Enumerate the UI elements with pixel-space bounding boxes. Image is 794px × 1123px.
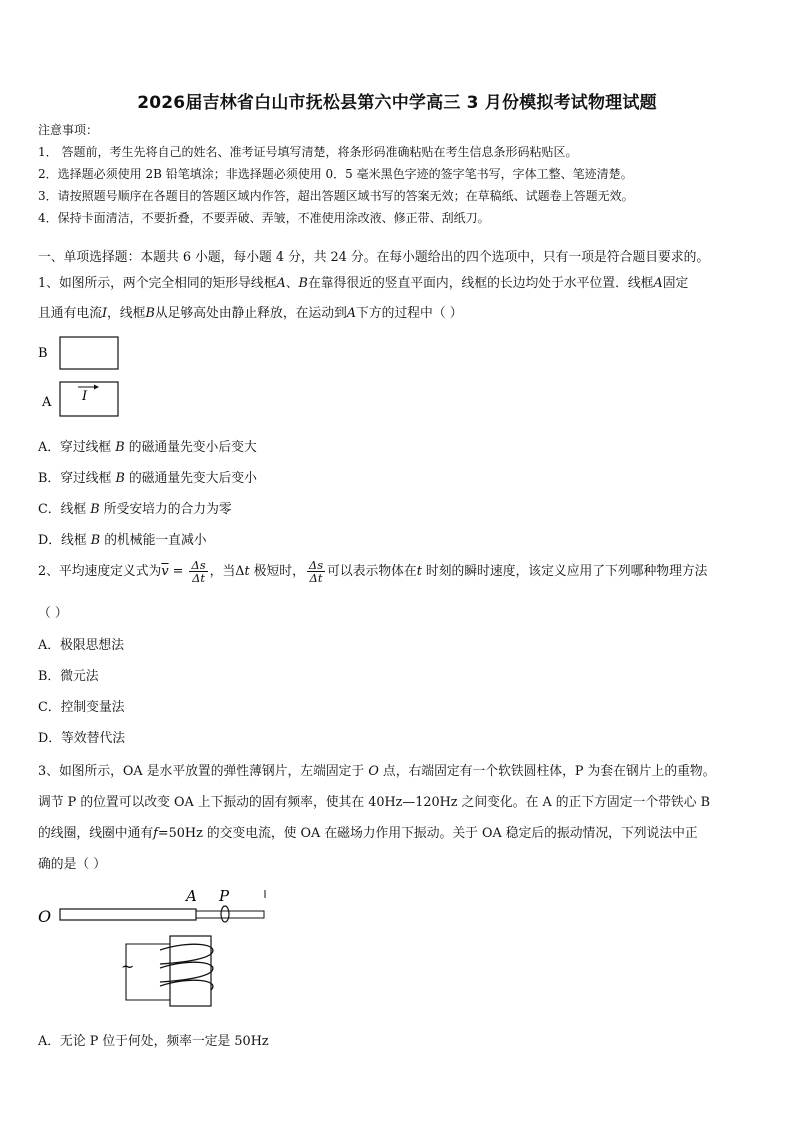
q1-option-b[interactable]: B．穿过线框 B 的磁通量先变大后变小 <box>38 471 257 486</box>
fraction-ds-dt-2: $\frac{\Delta s}{\Delta t}$ <box>308 558 324 585</box>
q3-stem-line3: 的线圈，线圈中通有f=50Hz 的交变电流，使 OA 在磁场力作用下振动。关于 OA 稳定后的振动情况，下列说法中正 <box>38 826 698 841</box>
q3-stem-line1: 3、如图所示，OA 是水平放置的弹性薄钢片，左端固定于 O 点，右端固定有一个软铁圆柱体，P 为套在钢片上的重物。 <box>38 764 716 779</box>
section-heading: 一、单项选择题：本题共 6 小题，每小题 4 分，共 24 分。在每小题给出的四个选项中，只有一项是符合题目要求的。 <box>38 250 710 265</box>
q2-option-b[interactable]: B．微元法 <box>38 669 99 684</box>
q3-option-a[interactable]: A．无论 P 位于何处，频率一定是 50Hz <box>38 1034 269 1049</box>
steel-strip <box>60 909 196 920</box>
q3-stem-line4: 确的是（ ） <box>38 857 107 872</box>
q1-option-c[interactable]: C．线框 B 所受安培力的合力为零 <box>38 502 232 517</box>
iron-cylinder <box>196 911 264 918</box>
notice-item-4: 4．保持卡面清洁，不要折叠，不要弄破、弄皱，不准使用涂改液、修正带、刮纸刀。 <box>38 211 490 225</box>
q2-stem-paren: （ ） <box>38 606 68 621</box>
q3-figure <box>36 884 276 1010</box>
q2-stem-line1: 2、平均速度定义式为$\overline{v}$ = $\frac{\Delta s}{\Delta t}$ ，当Δt 极短时， $\frac{\Delta s}{\Delta t}$ 可以表示物体在t 时刻的瞬时速度，该定义应用了下列哪种物理方法 <box>38 558 708 585</box>
notice-heading: 注意事项： <box>38 123 99 137</box>
q1-figure <box>36 332 126 424</box>
page-title: 2026届吉林省白山市抚松县第六中学高三 3 月份模拟考试物理试题 <box>137 93 657 113</box>
current-arrow-icon <box>94 385 99 390</box>
current-label: I <box>82 389 88 404</box>
frame-b <box>60 337 118 369</box>
notice-item-3: 3．请按照题号顺序在各题目的答题区域内作答，超出答题区域书写的答案无效；在草稿纸、试题卷上答题无效。 <box>38 189 634 203</box>
q2-option-d[interactable]: D．等效替代法 <box>38 731 126 746</box>
weight-p <box>221 906 229 922</box>
frame-a-label: A <box>42 395 52 410</box>
point-p-label: P <box>219 887 230 905</box>
fraction-ds-dt: $\frac{\Delta s}{\Delta t}$ <box>191 558 206 585</box>
iron-core-b <box>170 936 211 1006</box>
q1-stem-line2: 且通有电流I，线框B从足够高处由静止释放，在运动到A下方的过程中（ ） <box>38 306 463 321</box>
q3-stem-line2: 调节 P 的位置可以改变 OA 上下振动的固有频率，使其在 40Hz—120Hz 之间变化。在 A 的正下方固定一个带铁心 B <box>38 795 710 810</box>
q2-option-c[interactable]: C．控制变量法 <box>38 700 125 715</box>
point-a-label: A <box>186 887 197 905</box>
ac-source-icon: ~ <box>121 957 135 976</box>
notice-item-2: 2．选择题必须使用 2B 铅笔填涂；非选择题必须使用 0．5 毫米黑色字迹的签字笔书写，字体工整、笔迹清楚。 <box>38 167 633 181</box>
q1-stem-line1: 1、如图所示，两个完全相同的矩形导线框A、B在靠得很近的竖直平面内，线框的长边均处于水平位置．线框A固定 <box>38 276 689 291</box>
q1-option-d[interactable]: D．线框 B 的机械能一直减小 <box>38 533 207 548</box>
notice-item-1: 1． 答题前，考生先将自己的姓名、准考证号填写清楚，将条形码准确粘贴在考生信息条形码粘贴区。 <box>38 145 578 159</box>
q1-option-a[interactable]: A．穿过线框 B 的磁通量先变小后变大 <box>38 440 257 455</box>
frame-b-label: B <box>38 346 48 361</box>
coil-winding <box>160 944 213 990</box>
point-o-label: O <box>38 907 52 926</box>
q2-option-a[interactable]: A．极限思想法 <box>38 638 125 653</box>
